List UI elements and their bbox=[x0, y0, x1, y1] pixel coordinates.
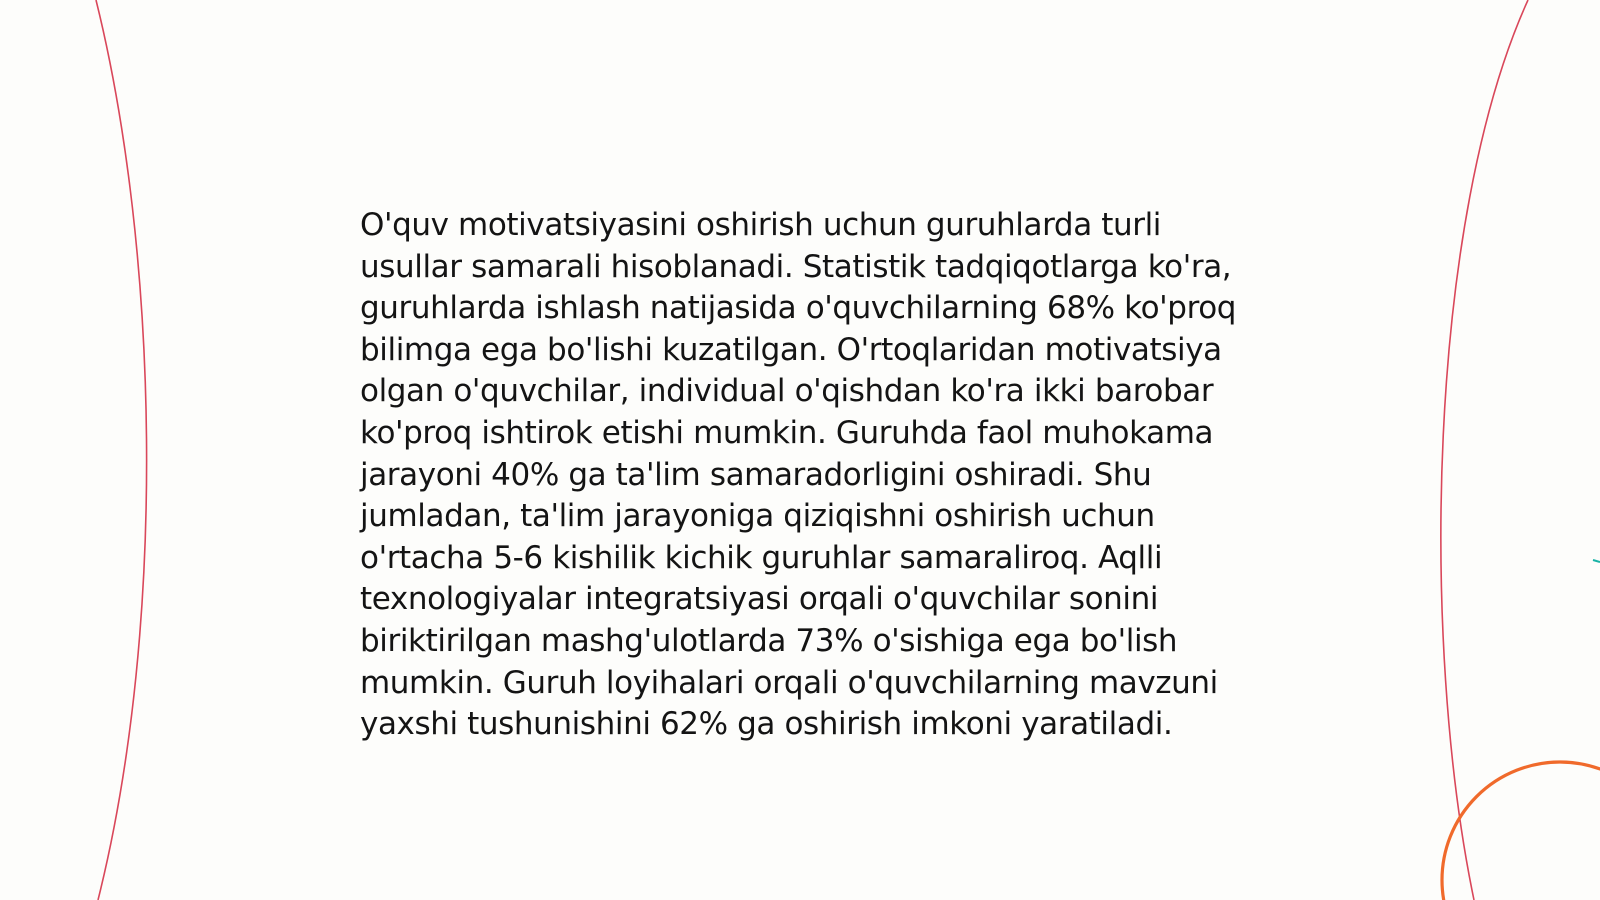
body-paragraph: O'quv motivatsiyasini oshirish uchun guruhlarda turli usullar samarali hisoblanadi. Statistik tadqiqotlarga ko'ra, guruhlarda ishlash natijasida o'quvchilarning 68% ko'proq bilimga ega bo'lishi kuzatilgan. O'rtoqlaridan motivatsiya olgan o'quvchilar, individual o'qishdan ko'ra ikki barobar ko'proq ishtirok etishi mumkin. Guruhda faol muhokama jarayoni 40% ga ta'lim samaradorligini oshiradi. Shu jumladan, ta'lim jarayoniga qiziqishni oshirish uchun o'rtacha 5-6 kishilik kichik guruhlar samaraliroq. Aqlli texnologiyalar integratsiyasi orqali o'quvchilar sonini biriktirilgan mashg'ulotlarda 73% o'sishiga ega bo'lish mumkin. Guruh loyihalari orqali o'quvchilarning mavzuni yaxshi tushunishini 62% ga oshirish imkoni yaratiladi. bbox=[360, 207, 1237, 743]
right-curve-line bbox=[1441, 0, 1528, 900]
orange-circle-outline bbox=[1442, 762, 1600, 900]
left-curve-line bbox=[96, 0, 147, 900]
teal-accent-mark bbox=[1593, 560, 1600, 562]
